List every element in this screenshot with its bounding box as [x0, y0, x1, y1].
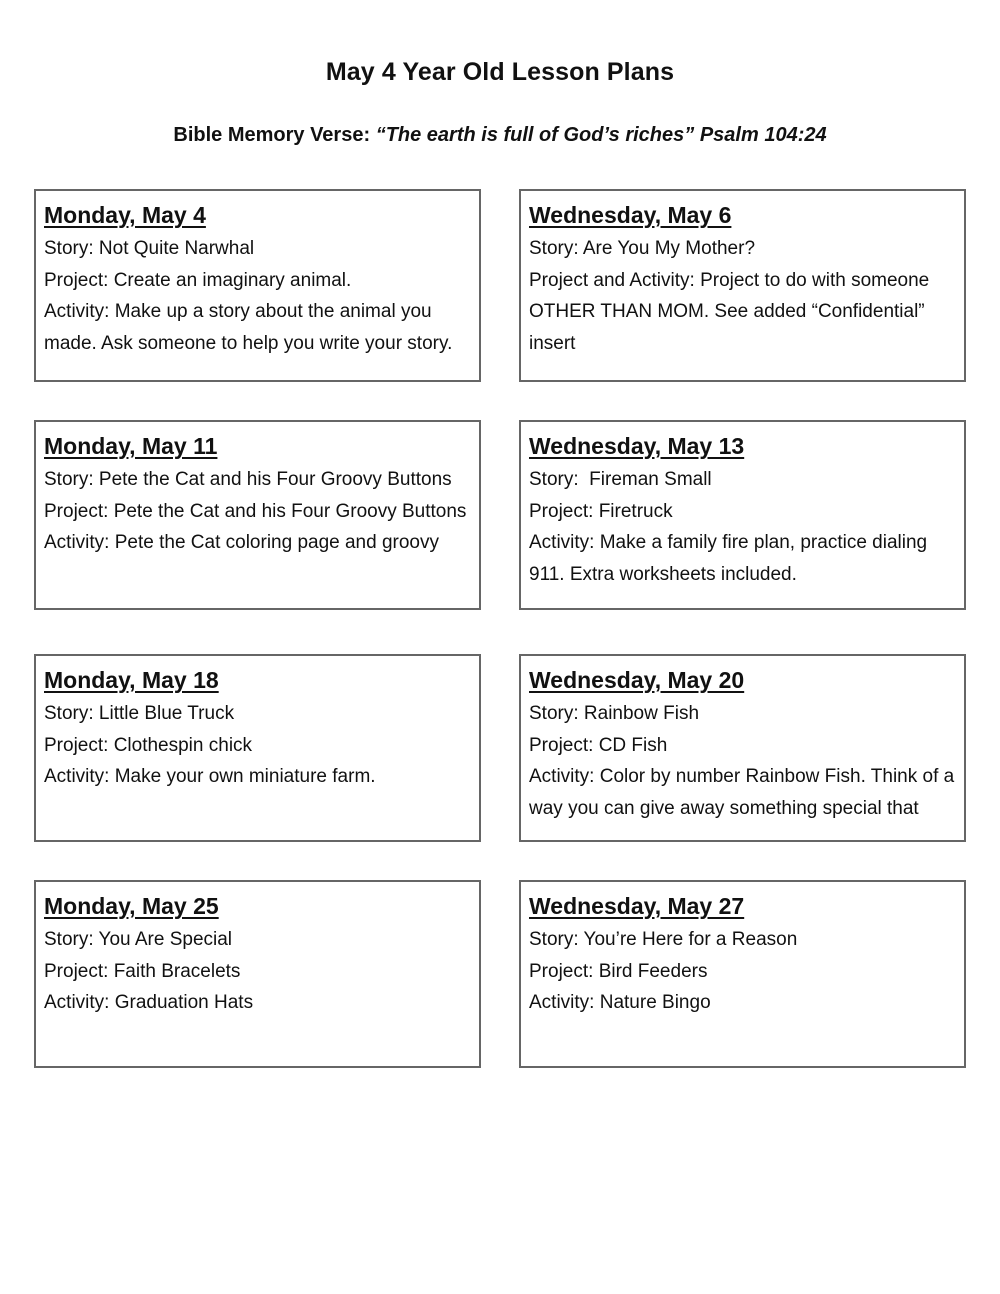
lesson-project: Project: Create an imaginary animal. — [44, 269, 352, 291]
lesson-date-heading: Monday, May 11 — [44, 433, 218, 459]
lesson-activity: Activity: Nature Bingo — [529, 992, 711, 1013]
lesson-project: Project: CD Fish — [529, 734, 668, 756]
lesson-date-heading: Monday, May 4 — [44, 202, 206, 228]
lesson-activity: Activity: Pete the Cat coloring page and groovy — [44, 532, 440, 553]
lesson-story: Story: Rainbow Fish — [529, 703, 700, 724]
lesson-box-monday-may-18 — [34, 654, 481, 842]
lesson-date-heading: Monday, May 25 — [44, 893, 219, 919]
lesson-activity: Activity: Graduation Hats — [44, 992, 254, 1013]
lesson-date-heading: Wednesday, May 13 — [529, 433, 745, 459]
memory-verse-label: Bible Memory Verse: — [173, 124, 376, 146]
lesson-story: Story: Not Quite Narwhal — [44, 238, 255, 259]
lesson-activity: Activity: Make a family fire plan, practice dialing 911. Extra worksheets included. — [529, 532, 928, 585]
lesson-story: Story: You’re Here for a Reason — [529, 929, 798, 950]
memory-verse-reference: Psalm 104:24 — [694, 124, 827, 146]
lesson-project: Project: Bird Feeders — [529, 960, 708, 982]
lesson-story: Story: Pete the Cat and his Four Groovy Buttons — [44, 469, 452, 490]
lesson-project: Project: Faith Bracelets — [44, 960, 241, 982]
lesson-date-heading: Wednesday, May 27 — [529, 893, 745, 919]
lesson-date-heading: Wednesday, May 6 — [529, 202, 732, 228]
lesson-date-heading: Monday, May 18 — [44, 667, 219, 693]
lesson-box-monday-may-25 — [34, 880, 481, 1068]
lesson-project-and-activity: Project and Activity: Project to do with someone OTHER THAN MOM. See added “Confidential” insert — [529, 269, 930, 354]
lesson-story: Story: Fireman Small — [529, 469, 712, 490]
lesson-date-heading: Wednesday, May 20 — [529, 667, 745, 693]
lesson-box-wednesday-may-13 — [519, 420, 966, 610]
lesson-activity: Activity: Make your own miniature farm. — [44, 766, 376, 787]
lesson-box-wednesday-may-27 — [519, 880, 966, 1068]
lesson-activity: Activity: Color by number Rainbow Fish. Think of a way you can give away something special that — [529, 766, 955, 819]
lesson-box-monday-may-4 — [34, 189, 481, 382]
lesson-story: Story: Little Blue Truck — [44, 703, 235, 724]
lesson-story: Story: You Are Special — [44, 929, 233, 950]
lesson-project: Project: Pete the Cat and his Four Groovy Buttons — [44, 500, 467, 522]
memory-verse — [0, 124, 1000, 147]
lesson-activity: Activity: Make up a story about the animal you made. Ask someone to help you write your story. — [44, 301, 453, 354]
lesson-story: Story: Are You My Mother? — [529, 238, 756, 259]
memory-verse-quote: “The earth is full of God’s riches” — [375, 124, 695, 146]
lesson-box-monday-may-11 — [34, 420, 481, 610]
lesson-box-wednesday-may-6 — [519, 189, 966, 382]
lesson-project: Project: Clothespin chick — [44, 734, 253, 756]
lesson-box-wednesday-may-20 — [519, 654, 966, 842]
lesson-project: Project: Firetruck — [529, 500, 673, 522]
page-title: May 4 Year Old Lesson Plans — [325, 58, 675, 86]
